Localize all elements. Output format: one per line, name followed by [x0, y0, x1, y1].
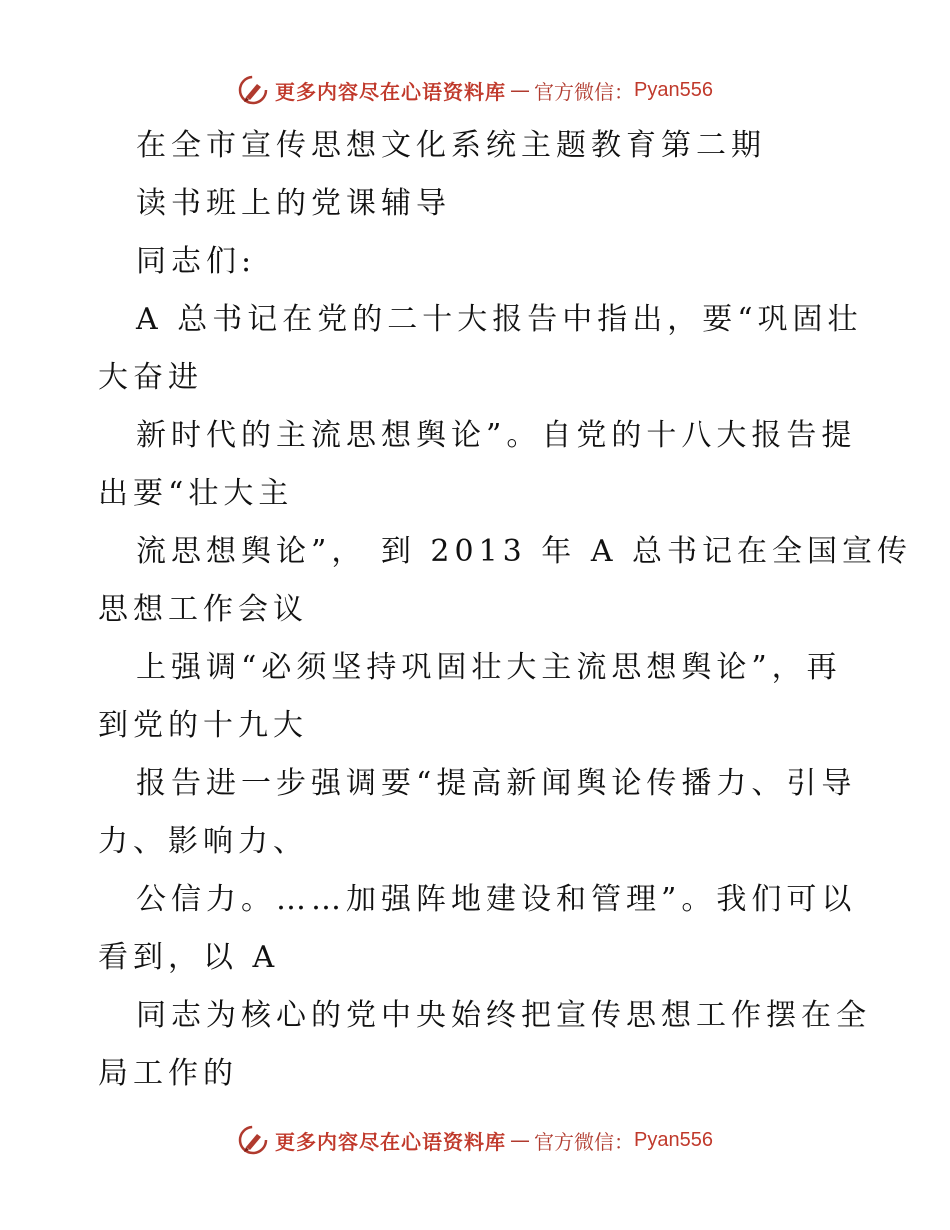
- text-line: 思想工作会议: [98, 592, 308, 627]
- watermark-wechat-label: 官方微信：: [534, 79, 635, 104]
- pen-nib-logo-icon: [237, 1124, 269, 1156]
- watermark-separator: —: [510, 78, 531, 102]
- text-line: A 总书记在党的二十大报告中指出，要“巩固壮: [136, 302, 863, 337]
- pen-nib-logo-icon: [237, 74, 269, 106]
- watermark-slogan: 更多内容尽在心语资料库: [275, 1129, 507, 1154]
- watermark-separator: —: [510, 1128, 531, 1152]
- text-line: 公信力。……加强阵地建设和管理”。我们可以: [136, 882, 857, 917]
- text-line: 在全市宣传思想文化系统主题教育第二期: [136, 128, 766, 163]
- text-line: 到党的十九大: [98, 708, 308, 743]
- watermark-banner-bottom: [0, 1120, 950, 1160]
- watermark-wechat-label: 官方微信：: [534, 1129, 635, 1154]
- text-line: 同志们:: [136, 244, 257, 279]
- text-line: 流思想舆论”， 到 2013 年 A 总书记在全国宣传: [136, 534, 913, 569]
- document-body: [98, 117, 913, 1103]
- text-line: 读书班上的党课辅导: [136, 186, 451, 221]
- watermark-wechat-id: Pyan556: [634, 78, 713, 101]
- watermark-wechat-id: Pyan556: [634, 1128, 713, 1151]
- text-line: 大奋进: [98, 360, 203, 395]
- text-line: 新时代的主流思想舆论”。自党的十八大报告提: [136, 418, 857, 453]
- watermark-slogan: 更多内容尽在心语资料库: [275, 79, 507, 104]
- text-line: 上强调“必须坚持巩固壮大主流思想舆论”，再: [136, 650, 842, 685]
- text-line: 局工作的: [98, 1056, 238, 1091]
- watermark-banner-top: [0, 70, 950, 110]
- text-line: 同志为核心的党中央始终把宣传思想工作摆在全: [136, 998, 871, 1033]
- text-line: 看到，以 A: [98, 940, 280, 975]
- text-line: 出要“壮大主: [98, 476, 294, 511]
- text-line: 力、影响力、: [98, 824, 308, 859]
- text-line: 报告进一步强调要“提高新闻舆论传播力、引导: [136, 766, 857, 801]
